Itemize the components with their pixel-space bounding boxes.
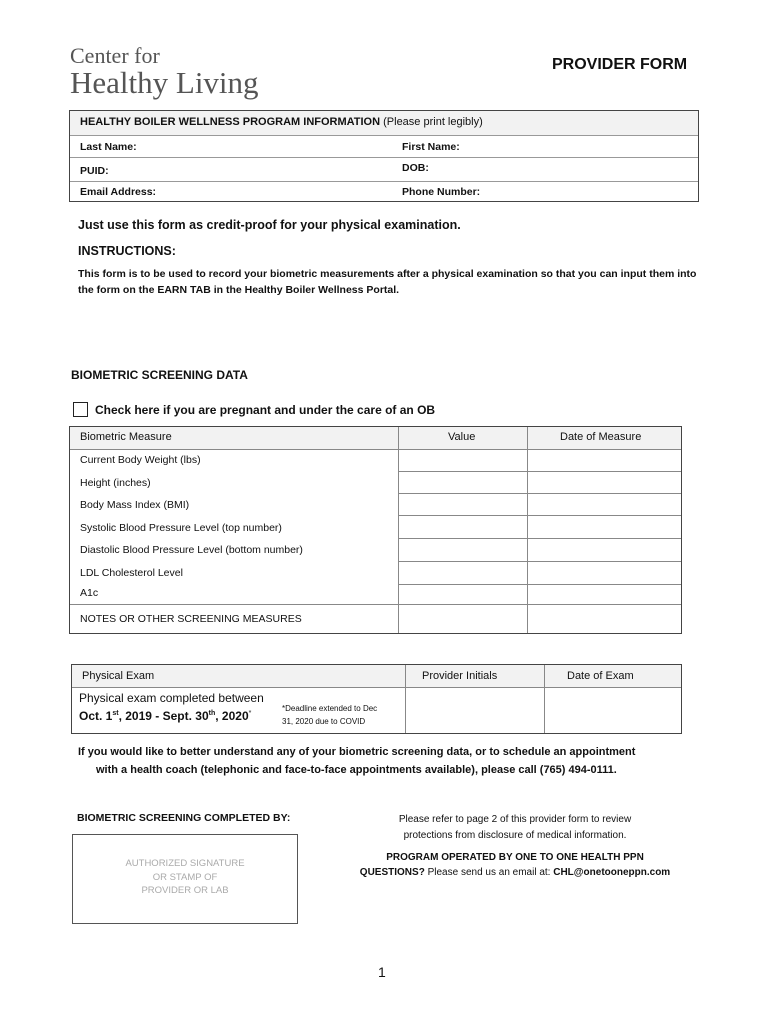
- operated-by: PROGRAM OPERATED BY ONE TO ONE HEALTH PPN: [386, 852, 644, 863]
- table-row: LDL Cholesterol Level: [80, 567, 183, 579]
- table-row: Body Mass Index (BMI): [80, 499, 190, 511]
- col-physical-exam: Physical Exam: [82, 670, 155, 682]
- instructions-text: This form is to be used to record your biometric measurements after a physical examination so that you can input them into the form on the EARN TAB in the Healthy Boiler Wellness Portal.: [78, 268, 697, 296]
- questions-line: QUESTIONS? Please send us an email at: CHL@onetooneppn.com: [359, 867, 671, 878]
- completed-by-label: BIOMETRIC SCREENING COMPLETED BY:: [77, 812, 291, 824]
- table-row: Diastolic Blood Pressure Level (bottom number): [80, 544, 303, 556]
- email-field[interactable]: Email Address:: [80, 186, 157, 198]
- col-provider-initials: Provider Initials: [422, 670, 498, 682]
- date-of-exam-field[interactable]: [545, 688, 681, 733]
- provider-initials-field[interactable]: [406, 688, 543, 733]
- page-number: 1: [378, 964, 386, 980]
- deadline-note: *Deadline extended to Dec 31, 2020 due to COVID: [282, 704, 378, 726]
- biometric-section-title: BIOMETRIC SCREENING DATA: [71, 368, 248, 382]
- table-row: Current Body Weight (lbs): [80, 454, 201, 466]
- table-row: Systolic Blood Pressure Level (top number): [80, 522, 282, 534]
- pregnant-checkbox-label: Check here if you are pregnant and under the care of an OB: [95, 403, 436, 417]
- physical-exam-table: [71, 664, 682, 734]
- logo-line-2: Healthy Living: [70, 65, 259, 100]
- table-row: NOTES OR OTHER SCREENING MEASURES: [80, 613, 302, 625]
- pregnant-checkbox[interactable]: [73, 402, 88, 417]
- table-row: A1c: [80, 587, 99, 599]
- last-name-field[interactable]: Last Name:: [80, 141, 137, 153]
- first-name-field[interactable]: First Name:: [402, 141, 460, 153]
- info-row-name: [70, 135, 698, 158]
- col-date-of-exam: Date of Exam: [567, 670, 634, 682]
- col-biometric-measure: Biometric Measure: [80, 431, 172, 443]
- phone-field[interactable]: Phone Number:: [402, 186, 481, 198]
- col-value: Value: [448, 431, 476, 443]
- table-row: Height (inches): [80, 477, 151, 489]
- form-title: PROVIDER FORM: [552, 56, 688, 73]
- col-date-of-measure: Date of Measure: [560, 431, 642, 443]
- instructions-heading: INSTRUCTIONS:: [78, 244, 176, 258]
- biometric-table: [69, 426, 682, 634]
- refer-note: Please refer to page 2 of this provider form to review protections from disclosure of medical information.: [398, 814, 632, 841]
- credit-proof-note: Just use this form as credit-proof for your physical examination.: [78, 218, 461, 232]
- contact-email-link[interactable]: CHL@onetooneppn.com: [553, 867, 671, 878]
- logo-line-1: Center for: [70, 43, 160, 68]
- info-row-contact: [70, 181, 698, 202]
- exam-date-range: Oct. 1st, 2019 - Sept. 30th, 2020*: [79, 709, 252, 723]
- puid-field[interactable]: PUID:: [80, 165, 109, 177]
- signature-placeholder: AUTHORIZED SIGNATURE OR STAMP OF PROVIDER OR LAB: [125, 858, 245, 896]
- program-info-box: [69, 110, 699, 202]
- exam-completed-between: Physical exam completed between: [79, 691, 264, 705]
- info-row-id: [70, 157, 698, 182]
- contact-line-2: with a health coach (telephonic and face-to-face appointments available), please call (765) 494-0111.: [96, 764, 617, 776]
- contact-line-1: If you would like to better understand any of your biometric screening data, or to schedule an appointment: [78, 746, 636, 758]
- program-info-heading: HEALTHY BOILER WELLNESS PROGRAM INFORMATION (Please print legibly): [70, 111, 698, 135]
- dob-field[interactable]: DOB:: [402, 162, 429, 174]
